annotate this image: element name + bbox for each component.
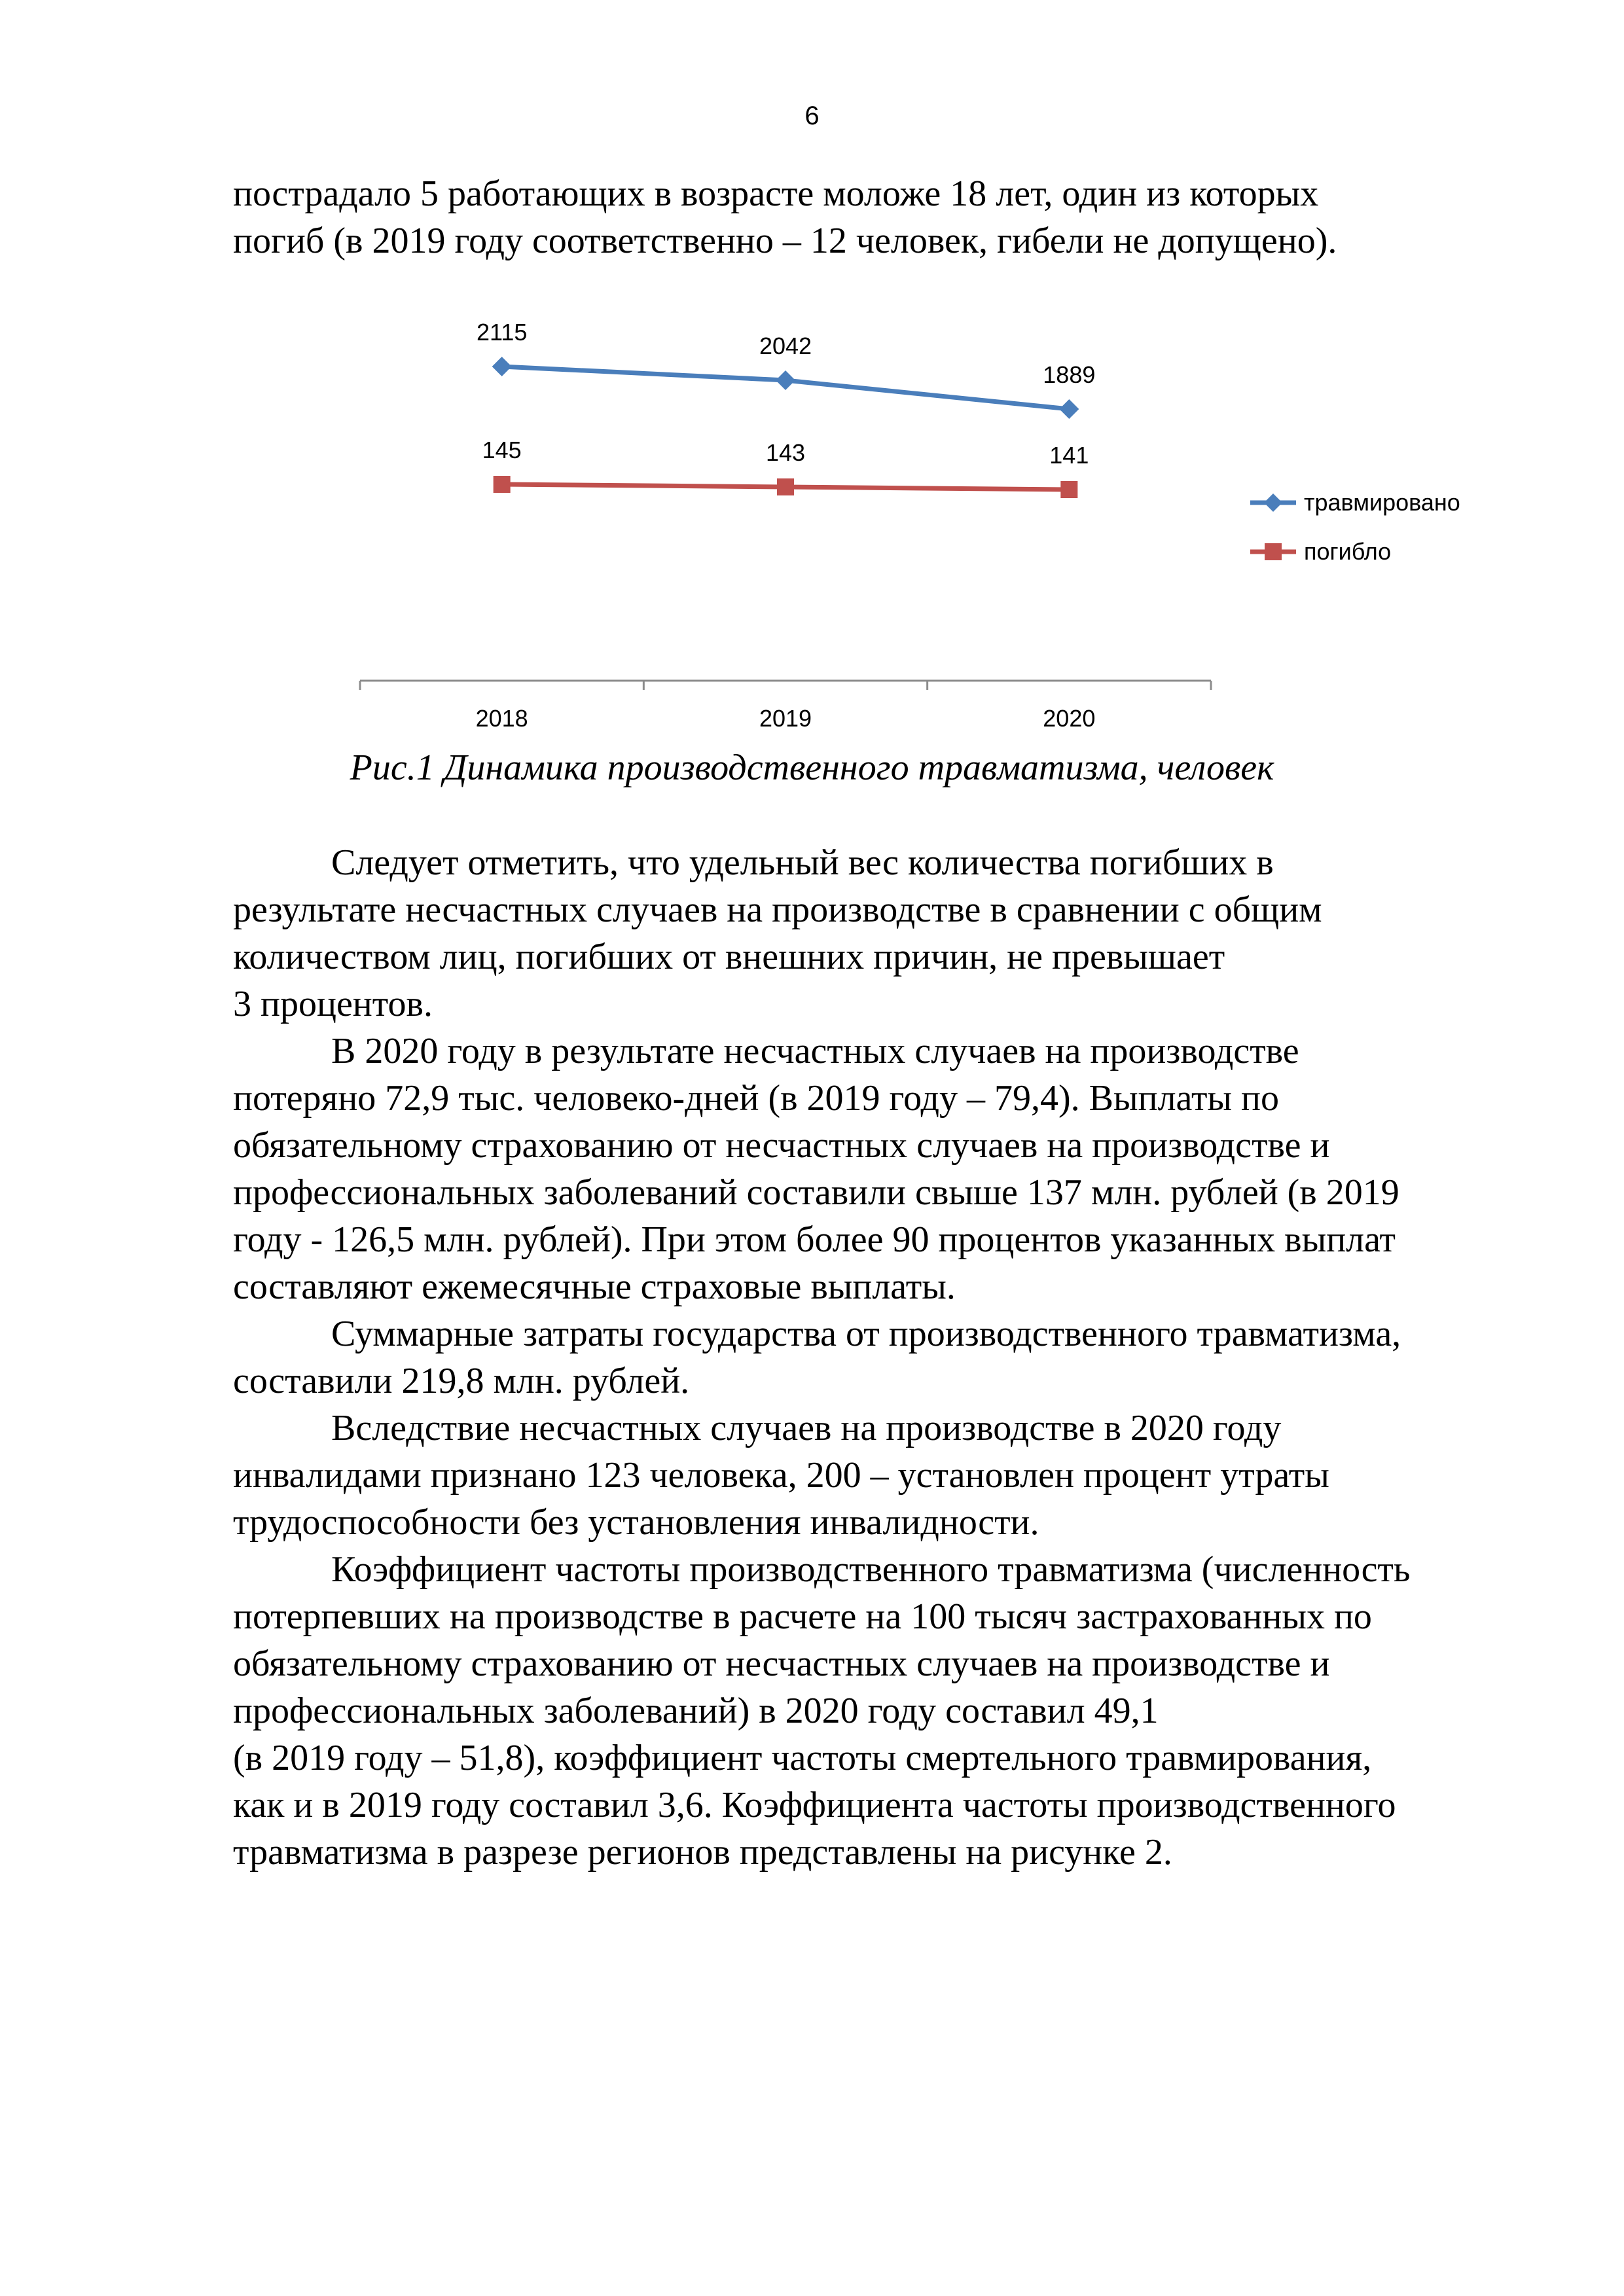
legend-marker [1264,493,1282,512]
data-point [777,478,794,495]
text-line: Коэффициент частоты производственного травматизма (численность [331,1549,1411,1590]
text-line: трудоспособности без установления инвалидности. [233,1502,1039,1543]
text-line: Вследствие несчастных случаев на производстве в 2020 году [331,1408,1282,1448]
paragraph-frequency-coefficient [233,1546,1541,1876]
figure-caption: Рис.1 Динамика производственного травматизма, человек [350,747,1274,788]
text-line: обязательному страхованию от несчастных случаев на производстве и [233,1125,1330,1166]
text-line: составляют ежемесячные страховые выплаты. [233,1266,956,1307]
injury-dynamics-chart [288,308,1460,746]
data-point [1060,481,1077,498]
text-line: составили 219,8 млн. рублей. [233,1361,690,1401]
text-line: профессиональных заболеваний) в 2020 году составил 49,1 [233,1691,1159,1731]
text-line: пострадало 5 работающих в возрасте моложе 18 лет, один из которых [233,173,1319,214]
data-label: 2042 [759,332,812,359]
legend-marker [1265,543,1282,560]
intro-paragraph [233,170,1541,264]
data-point [776,370,795,390]
text-line: потеряно 72,9 тыс. человеко-дней (в 2019 году – 79,4). Выплаты по [233,1078,1280,1119]
text-line: обязательному страхованию от несчастных случаев на производстве и [233,1643,1330,1684]
text-line: В 2020 году в результате несчастных случаев на производстве [331,1031,1299,1071]
text-line: Следует отметить, что удельный вес количества погибших в [331,842,1274,883]
text-line: погиб (в 2019 году соответственно – 12 человек, гибели не допущено). [233,221,1337,261]
text-line: результате несчастных случаев на производстве в сравнении с общим [233,889,1322,930]
text-line: травматизма в разрезе регионов представлены на рисунке 2. [233,1832,1172,1873]
text-line: как и в 2019 году составил 3,6. Коэффициента частоты производственного [233,1785,1396,1825]
x-tick-label: 2018 [475,705,528,732]
paragraph-share-of-deaths [233,839,1541,1028]
text-line: (в 2019 году – 51,8), коэффициент частоты смертельного травмирования, [233,1738,1372,1778]
data-label: 141 [1049,442,1089,469]
page-number: 6 [804,101,820,130]
text-line: 3 процентов. [233,984,433,1024]
legend-label: погибло [1304,538,1392,565]
x-tick-label: 2019 [759,705,812,732]
data-label: 1889 [1043,361,1096,388]
data-label: 2115 [476,319,528,346]
x-tick-label: 2020 [1043,705,1096,732]
body-text [233,839,1541,1876]
data-label: 145 [482,437,522,463]
data-point [492,357,512,376]
text-line: профессиональных заболеваний составили свыше 137 млн. рублей (в 2019 [233,1172,1399,1213]
text-line: потерпевших на производстве в расчете на 100 тысяч застрахованных по [233,1596,1372,1637]
text-line: году - 126,5 млн. рублей). При этом более 90 процентов указанных выплат [233,1219,1396,1260]
text-line: количеством лиц, погибших от внешних причин, не превышает [233,937,1225,977]
paragraph-total-costs [233,1310,1541,1405]
text-line: Суммарные затраты государства от производственного травматизма, [331,1314,1401,1354]
paragraph-disability [233,1405,1541,1546]
data-point [494,476,511,493]
data-point [1059,399,1079,419]
data-label: 143 [765,439,806,466]
legend-label: травмировано [1304,489,1460,516]
text-line: инвалидами признано 123 человека, 200 – установлен процент утраты [233,1455,1329,1496]
paragraph-lost-days [233,1028,1541,1310]
